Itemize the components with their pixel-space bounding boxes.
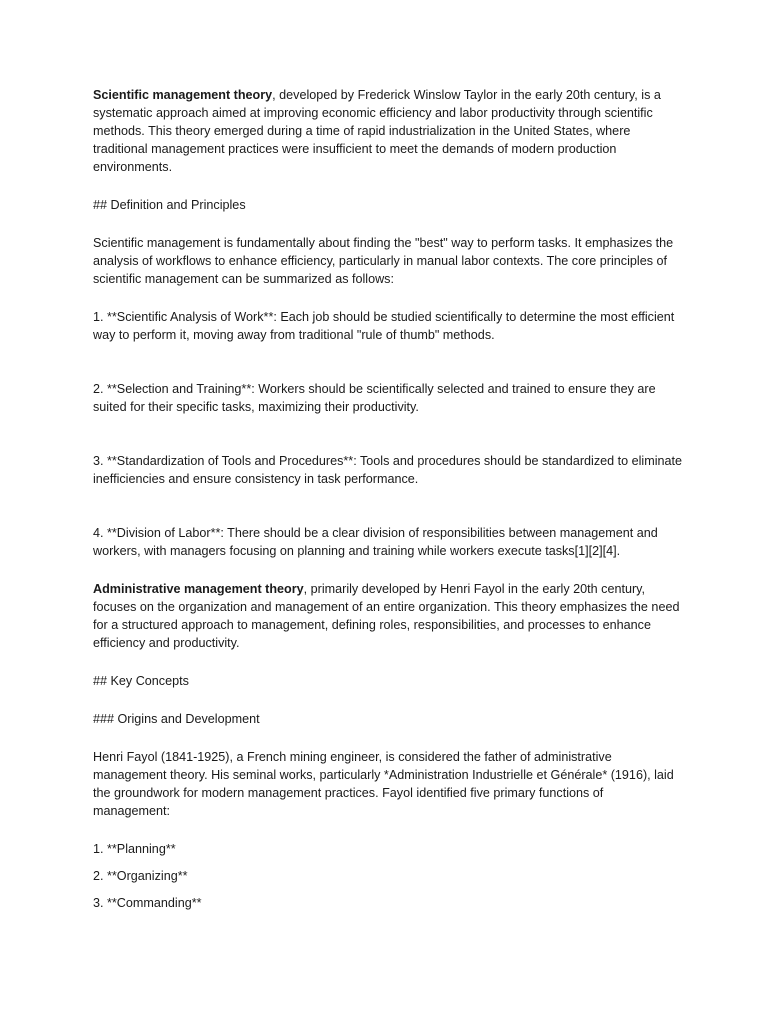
principle-item: 4. **Division of Labor**: There should be a clear division of responsibilities between management and workers, with managers focusing on planning and training while workers execute tasks[1][2][4]. <box>93 526 658 558</box>
heading-definition: ## Definition and Principles <box>93 198 246 212</box>
definition-paragraph: Scientific management is fundamentally about finding the "best" way to perform tasks. It emphasizes the analysis of workflows to enhance efficiency, particularly in manual labor contexts. The core principles of scientific management can be summarized as follows: <box>93 236 674 286</box>
heading-key-concepts: ## Key Concepts <box>93 674 189 688</box>
principle-item: 3. **Standardization of Tools and Procedures**: Tools and procedures should be standardized to eliminate inefficiencies and ensure consistency in task performance. <box>93 454 683 486</box>
administrative-intro-text: , primarily developed by Henri Fayol in the early 20th century, focuses on the organization and management of an entire organization. This theory emphasizes the need for a structured approach to management, defining roles, responsibilities, and processes to enhance efficiency and productivity. <box>93 582 680 650</box>
administrative-intro-paragraph <box>93 580 683 652</box>
principle-item: 1. **Scientific Analysis of Work**: Each job should be studied scientifically to determine the most efficient way to perform it, moving away from traditional "rule of thumb" methods. <box>93 310 675 342</box>
fayol-paragraph: Henri Fayol (1841-1925), a French mining engineer, is considered the father of administrative management theory. His seminal works, particularly *Administration Industrielle et Générale* (1916), laid the groundwork for modern management practices. Fayol identified five primary functions of management: <box>93 750 674 818</box>
function-item: 2. **Organizing** <box>93 869 188 883</box>
administrative-term: Administrative management theory <box>93 582 304 596</box>
function-item: 3. **Commanding** <box>93 896 202 910</box>
document-page <box>93 86 683 912</box>
scientific-intro-paragraph <box>93 86 683 176</box>
principle-item: 2. **Selection and Training**: Workers should be scientifically selected and trained to ensure they are suited for their specific tasks, maximizing their productivity. <box>93 382 656 414</box>
scientific-intro-text: , developed by Frederick Winslow Taylor in the early 20th century, is a systematic approach aimed at improving economic efficiency and labor productivity through scientific methods. This theory emerged during a time of rapid industrialization in the United States, where traditional management practices were insufficient to meet the demands of modern production environments. <box>93 88 661 174</box>
heading-origins: ### Origins and Development <box>93 712 260 726</box>
function-item: 1. **Planning** <box>93 842 176 856</box>
scientific-term: Scientific management theory <box>93 88 273 102</box>
